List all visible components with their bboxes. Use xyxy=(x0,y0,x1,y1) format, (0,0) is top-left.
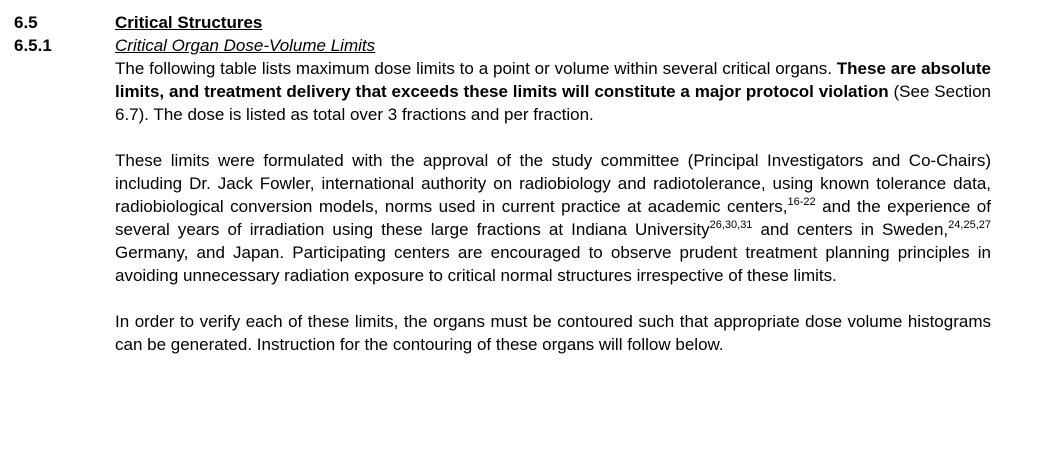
paragraph-dose-limits-intro xyxy=(115,57,991,126)
text-run-bold-violation-warning: These are absolute limits, and treatment delivery that exceeds these limits will constitute a major protocol violation xyxy=(115,59,991,101)
citation-reference: 26,30,31 xyxy=(709,219,753,231)
text-run: The following table lists maximum dose limits to a point or volume within several critical organs. xyxy=(115,59,837,78)
section-heading-dose-volume-limits xyxy=(14,34,991,57)
subsection-title: Critical Organ Dose-Volume Limits xyxy=(115,36,376,55)
paragraph-contouring-verification xyxy=(115,310,991,356)
section-title: Critical Structures xyxy=(115,13,263,32)
section-body xyxy=(115,57,991,356)
text-run: Germany, and Japan. Participating centers are encouraged to observe prudent treatment planning principles in avoiding unnecessary radiation exposure to critical normal structures irrespective of these limits. xyxy=(115,243,991,285)
subsection-number: 6.5.1 xyxy=(14,36,52,55)
paragraph-limits-formulation xyxy=(115,149,991,287)
citation-reference: 16-22 xyxy=(787,196,816,208)
text-run: and the experience of several years of irradiation using these large fractions at Indiana University xyxy=(115,197,991,239)
text-run: These limits were formulated with the approval of the study committee (Principal Investigators and Co-Chairs) including Dr. Jack Fowler, international authority on radiobiology and radiotolerance, using known tolerance data, radiobiological conversion models, norms used in current practice at academic centers, xyxy=(115,151,991,216)
section-heading-critical-structures xyxy=(14,11,991,34)
section-number: 6.5 xyxy=(14,13,38,32)
text-run: In order to verify each of these limits, the organs must be contoured such that appropriate dose volume histograms can be generated. Instruction for the contouring of these organs will follow below. xyxy=(115,312,991,354)
text-run: and centers in Sweden, xyxy=(752,220,949,239)
text-run: (See Section 6.7). The dose is listed as total over 3 fractions and per fraction. xyxy=(115,82,991,124)
citation-reference: 24,25,27 xyxy=(948,219,991,231)
